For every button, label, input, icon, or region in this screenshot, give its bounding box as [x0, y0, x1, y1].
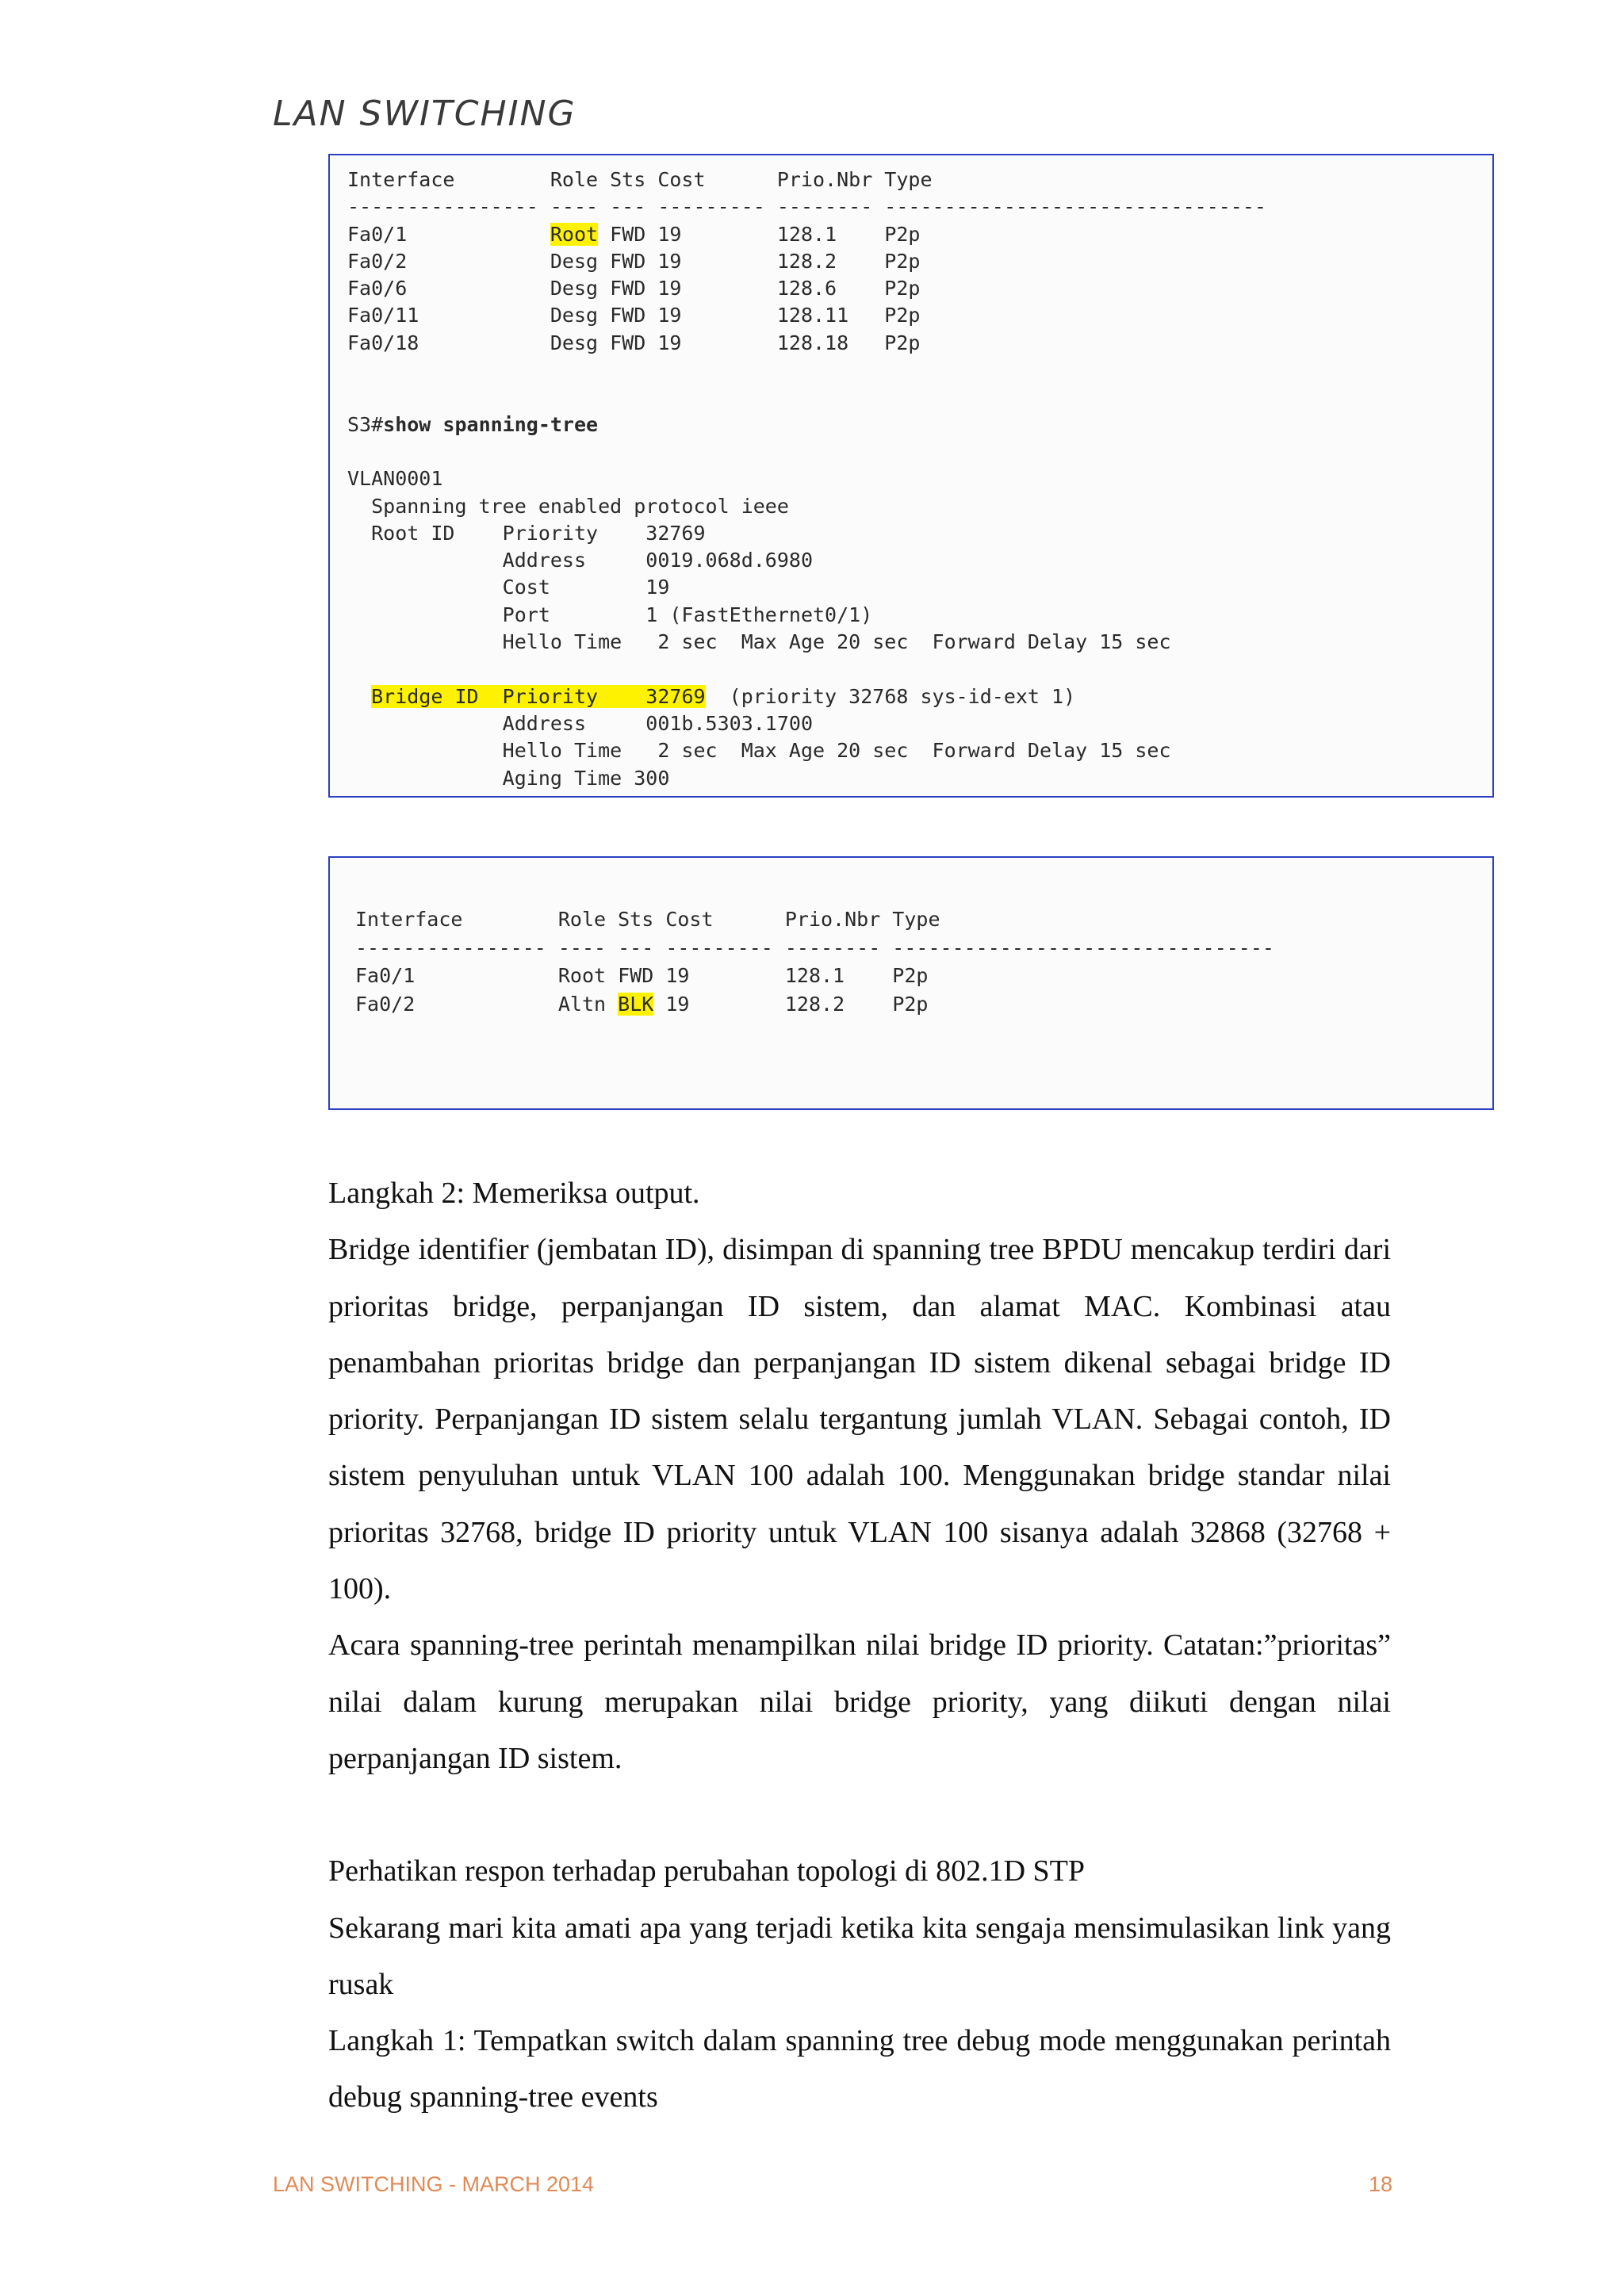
terminal-output-2 — [328, 856, 1494, 1110]
root-id-line: Root ID Priority 32769 — [347, 521, 706, 545]
root-id-line: Hello Time 2 sec Max Age 20 sec Forward Delay 15 sec — [347, 630, 1171, 654]
page-header-title: LAN SWITCHING — [273, 94, 576, 134]
table-row: Fa0/1 Root FWD 19 128.1 P2p — [347, 222, 921, 246]
root-id-line: Cost 19 — [347, 576, 670, 599]
paragraph-bridge-identifier: Bridge identifier (jembatan ID), disimpan di spanning tree BPDU mencakup terdiri dari prioritas bridge, perpanjangan ID sistem, dan alamat MAC. Kombinasi atau penambahan prioritas bridge dan perpanjangan ID sistem dikenal sebagai bridge ID priority. Perpanjangan ID sistem selalu tergantung jumlah VLAN. Sebagai contoh, ID sistem penyuluhan untuk VLAN 100 adalah 100. Menggunakan bridge standar nilai prioritas 32768, bridge ID priority untuk VLAN 100 sisanya adalah 32868 (32768 + 100). — [328, 1233, 1391, 1606]
root-id-line: Address 0019.068d.6980 — [347, 549, 813, 572]
paragraph-step-1: Langkah 1: Tempatkan switch dalam spanning tree debug mode menggunakan perintah debug spanning-tree events — [328, 2024, 1391, 2114]
table-row: Fa0/11 Desg FWD 19 128.11 P2p — [347, 304, 921, 327]
table-row: Fa0/2 Desg FWD 19 128.2 P2p — [347, 249, 921, 273]
bridge-id-highlight: Bridge ID Priority 32769 — [371, 684, 706, 708]
root-id-line: Port 1 (FastEthernet0/1) — [347, 603, 873, 626]
column-divider: ---------------- ---- --- --------- -------- -------------------------------- — [355, 936, 1274, 959]
body-text — [328, 1165, 1391, 2126]
section-heading: Perhatikan respon terhadap perubahan topologi di 802.1D STP — [328, 1854, 1086, 1888]
table-row: Fa0/2 Altn BLK 19 128.2 P2p — [355, 992, 929, 1016]
paragraph-simulate-link: Sekarang mari kita amati apa yang terjadi ketika kita sengaja mensimulasikan link yang rusak — [328, 1911, 1391, 2001]
vlan-label: VLAN0001 — [347, 467, 443, 491]
column-header: Interface Role Sts Cost Prio.Nbr Type — [355, 908, 940, 931]
blk-status-highlight: BLK — [618, 992, 654, 1016]
table-row: Fa0/6 Desg FWD 19 128.6 P2p — [347, 277, 921, 300]
cli-command-line — [347, 413, 598, 436]
bridge-id-line: Bridge ID Priority 32769 (priority 32768 sys-id-ext 1) — [371, 684, 1076, 708]
step-heading: Langkah 2: Memeriksa output. — [328, 1177, 700, 1210]
terminal-output-1 — [328, 154, 1494, 798]
paragraph-show-command: Acara spanning-tree perintah menampilkan nilai bridge ID priority. Catatan:”prioritas” nilai dalam kurung merupakan nilai bridge priority, yang diikuti dengan nilai perpanjangan ID sistem. — [328, 1628, 1391, 1775]
footer-title: LAN SWITCHING - MARCH 2014 — [273, 2172, 595, 2196]
protocol-line: Spanning tree enabled protocol ieee — [347, 494, 789, 518]
table-row: Fa0/18 Desg FWD 19 128.18 P2p — [347, 331, 921, 354]
cli-command: show spanning-tree — [383, 412, 599, 436]
root-role-highlight: Root — [550, 222, 599, 246]
bridge-line: Address 001b.5303.1700 — [347, 711, 813, 735]
column-divider: ---------------- ---- --- --------- -------- -------------------------------- — [347, 195, 1266, 219]
table-row: Fa0/1 Root FWD 19 128.1 P2p — [355, 964, 929, 987]
cli-prompt: S3# — [347, 412, 384, 436]
page-number: 18 — [1368, 2172, 1392, 2196]
bridge-line: Aging Time 300 — [347, 766, 670, 790]
column-header: Interface Role Sts Cost Prio.Nbr Type — [347, 168, 933, 191]
bridge-line: Hello Time 2 sec Max Age 20 sec Forward Delay 15 sec — [347, 739, 1171, 763]
